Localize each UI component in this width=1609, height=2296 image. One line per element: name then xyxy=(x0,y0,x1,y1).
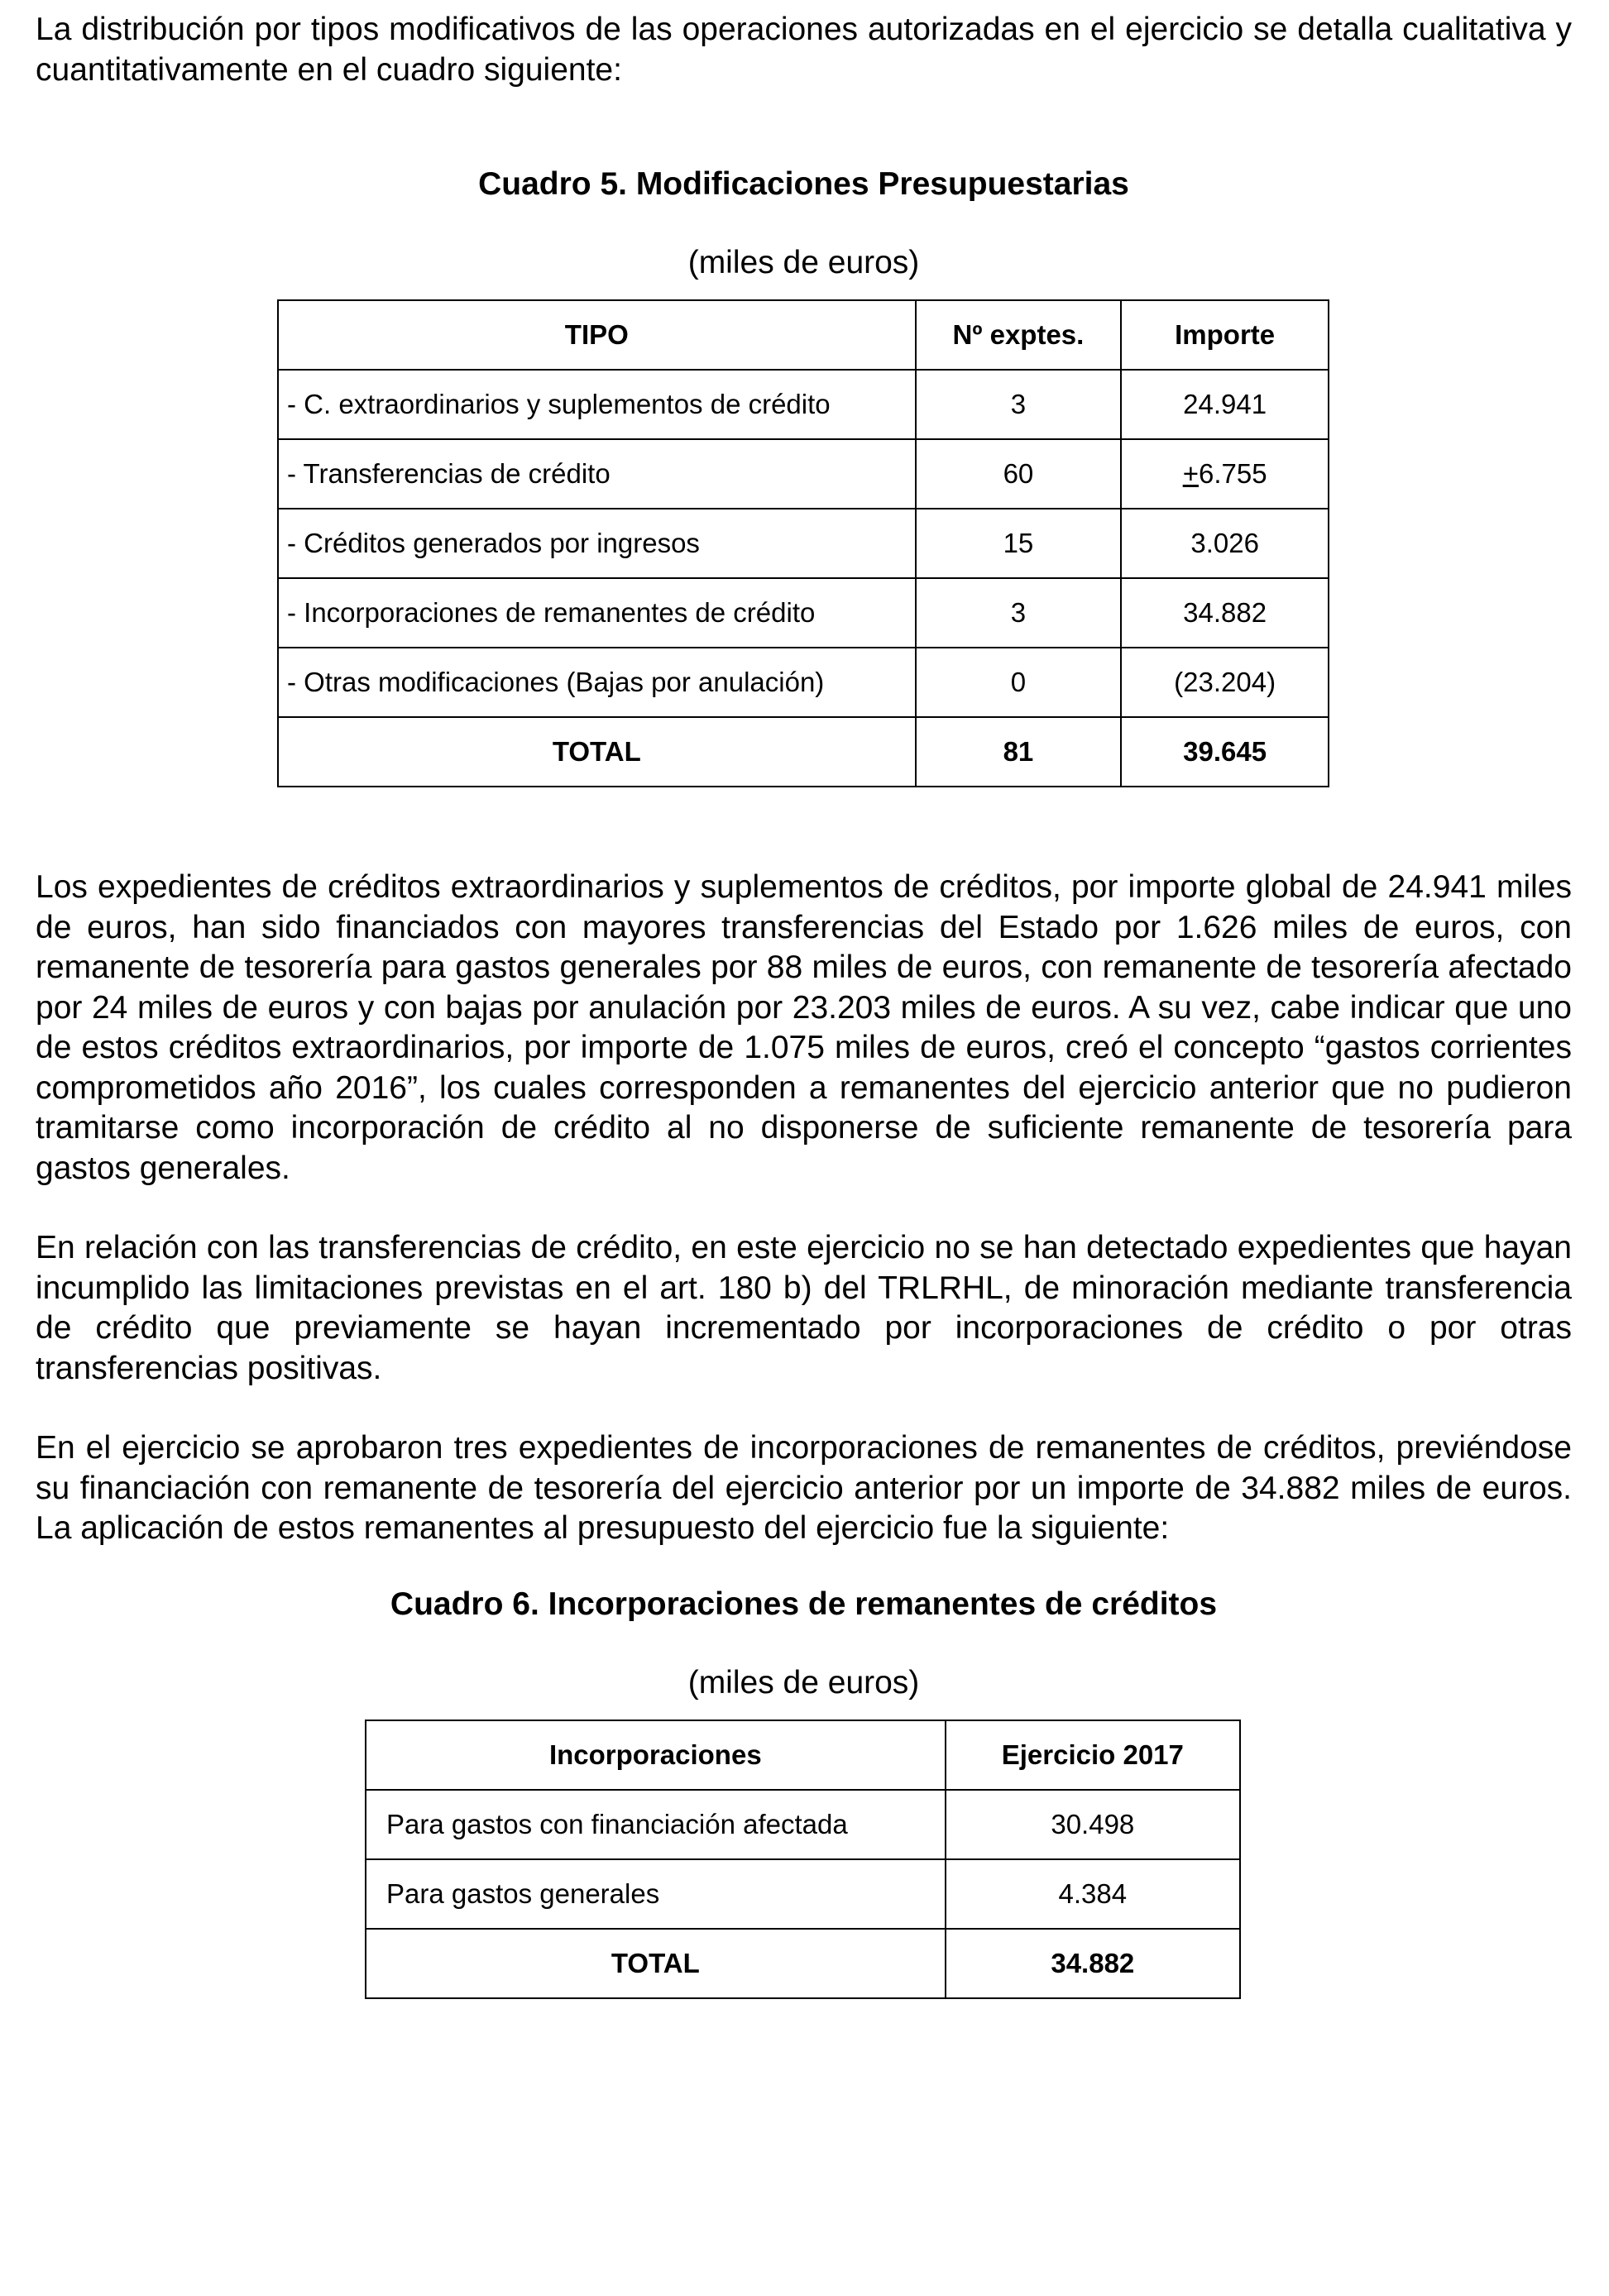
cuadro6-table xyxy=(365,1720,1241,1999)
table-row xyxy=(278,509,1329,578)
total-expedientes: 81 xyxy=(916,717,1122,787)
importe-sign: + xyxy=(1182,458,1199,489)
paragraph-transferencias: En relación con las transferencias de crédito, en este ejercicio no se han detectado expedientes que hayan incumplido las limitaciones previstas en el art. 180 b) del TRLRHL, de minoración mediante transferencia de crédito que previamente se hayan incrementado por incorporaciones de crédito o por otras transferencias positivas. xyxy=(36,1230,1572,1386)
cell-tipo: - Incorporaciones de remanentes de crédito xyxy=(278,578,916,648)
table-row xyxy=(366,1859,1240,1929)
table-total-row xyxy=(366,1929,1240,1998)
cell-expedientes: 60 xyxy=(916,439,1122,509)
table-header-row xyxy=(278,300,1329,370)
cell-importe: 34.882 xyxy=(1121,578,1329,648)
total-importe: 39.645 xyxy=(1121,717,1329,787)
table-row xyxy=(278,578,1329,648)
cell-tipo: - C. extraordinarios y suplementos de crédito xyxy=(278,370,916,439)
cell-tipo: - Transferencias de crédito xyxy=(278,439,916,509)
table-row xyxy=(278,648,1329,717)
cell-ejercicio: 4.384 xyxy=(946,1859,1240,1929)
cell-expedientes: 3 xyxy=(916,370,1122,439)
cuadro6-title: Cuadro 6. Incorporaciones de remanentes de créditos xyxy=(390,1586,1218,1622)
header-importe: Importe xyxy=(1121,300,1329,370)
table-row xyxy=(278,439,1329,509)
cell-importe: 24.941 xyxy=(1121,370,1329,439)
cuadro5-table xyxy=(277,299,1329,787)
table-row xyxy=(278,370,1329,439)
document-page xyxy=(36,10,1572,1999)
paragraph-creditos: Los expedientes de créditos extraordinarios y suplementos de créditos, por importe global de 24.941 miles de euros, han sido financiados con mayores transferencias del Estado por 1.626 miles de euros, con remanente de tesorería para gastos generales por 88 miles de euros, con remanente de tesorería afectado por 24 miles de euros y con bajas por anulación por 23.203 miles de euros. A su vez, cabe indicar que uno de estos créditos extraordinarios, por importe de 1.075 miles de euros, creó el concepto “gastos corrientes comprometidos año 2016”, los cuales corresponden a remanentes del ejercicio anterior que no pudieron tramitarse como incorporación de crédito al no disponerse de suficiente remanente de tesorería para gastos generales. xyxy=(36,869,1572,1186)
cell-ejercicio: 30.498 xyxy=(946,1790,1240,1859)
intro-paragraph: La distribución por tipos modificativos de las operaciones autorizadas en el ejercicio se detalla cualitativa y cuantitativamente en el cuadro siguiente: xyxy=(36,12,1572,88)
cell-expedientes: 0 xyxy=(916,648,1122,717)
cell-incorporaciones: Para gastos generales xyxy=(366,1859,946,1929)
cell-tipo: - Créditos generados por ingresos xyxy=(278,509,916,578)
total-label: TOTAL xyxy=(366,1929,946,1998)
table-total-row xyxy=(278,717,1329,787)
total-ejercicio: 34.882 xyxy=(946,1929,1240,1998)
cell-importe: 3.026 xyxy=(1121,509,1329,578)
cell-importe xyxy=(1121,439,1329,509)
header-ejercicio: Ejercicio 2017 xyxy=(946,1720,1240,1790)
cell-expedientes: 15 xyxy=(916,509,1122,578)
total-label: TOTAL xyxy=(278,717,916,787)
cell-expedientes: 3 xyxy=(916,578,1122,648)
cell-importe: (23.204) xyxy=(1121,648,1329,717)
table-header-row xyxy=(366,1720,1240,1790)
cell-tipo: - Otras modificaciones (Bajas por anulación) xyxy=(278,648,916,717)
cuadro5-title: Cuadro 5. Modificaciones Presupuestarias xyxy=(478,166,1129,202)
importe-value: 6.755 xyxy=(1198,458,1267,489)
table-row xyxy=(366,1790,1240,1859)
cuadro6-units: (miles de euros) xyxy=(687,1664,920,1700)
cell-incorporaciones: Para gastos con financiación afectada xyxy=(366,1790,946,1859)
cuadro5-units: (miles de euros) xyxy=(687,245,920,280)
header-tipo: TIPO xyxy=(278,300,916,370)
paragraph-incorporaciones: En el ejercicio se aprobaron tres expedientes de incorporaciones de remanentes de créditos, previéndose su financiación con remanente de tesorería del ejercicio anterior por un importe de 34.882 miles de euros. La aplicación de estos remanentes al presupuesto del ejercicio fue la siguiente: xyxy=(36,1430,1572,1546)
header-expedientes: Nº exptes. xyxy=(916,300,1122,370)
header-incorporaciones: Incorporaciones xyxy=(366,1720,946,1790)
